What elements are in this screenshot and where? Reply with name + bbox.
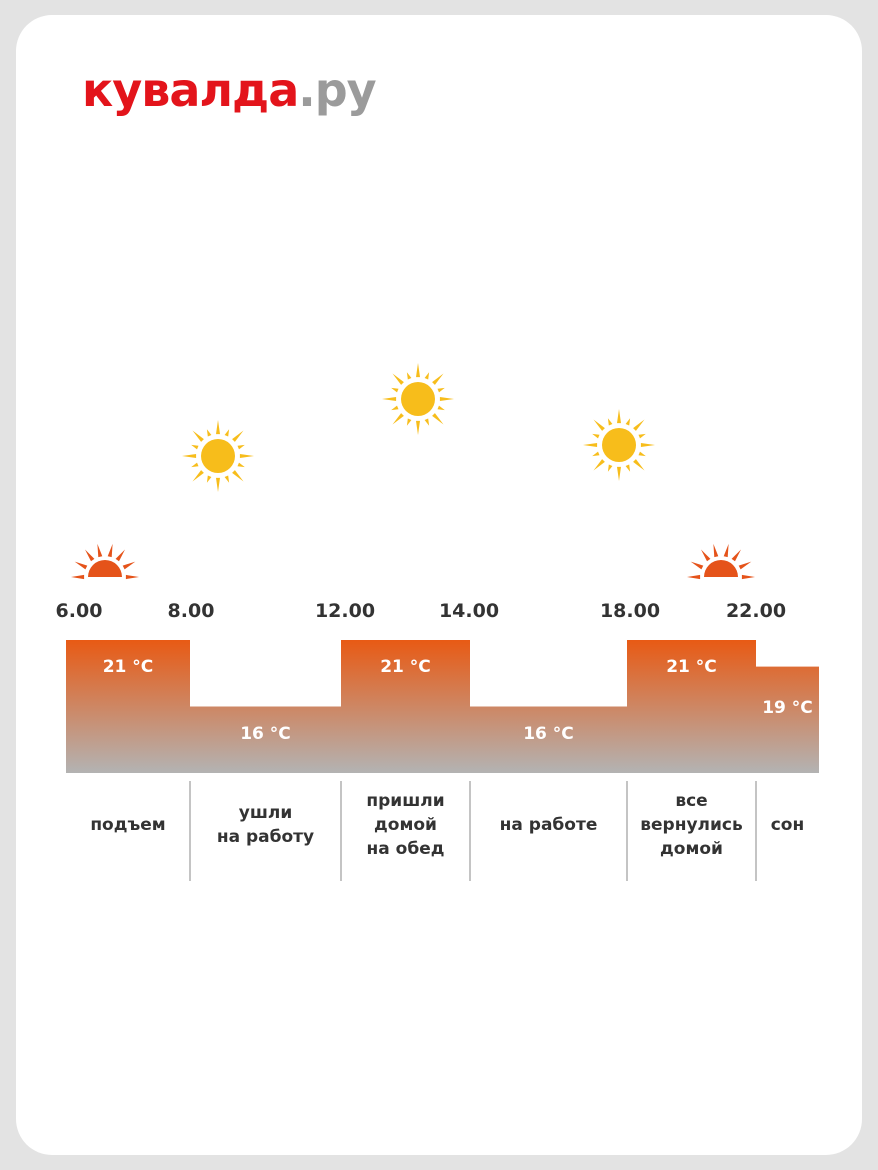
sunset-icon: [687, 544, 755, 579]
hour-label: 14.00: [438, 600, 500, 622]
activity-label: подъем: [90, 815, 166, 835]
time-axis: [56, 600, 787, 622]
activity-label: сон: [770, 815, 805, 835]
temp-label: 21 °C: [666, 657, 717, 677]
activity-label: все вернулись домой: [640, 791, 743, 859]
sun-icon: [182, 420, 254, 492]
hour-label: 12.00: [314, 600, 376, 622]
hour-label: 8.00: [167, 600, 215, 622]
hour-label: 22.00: [725, 600, 787, 622]
logo-suffix: .ру: [298, 63, 376, 117]
activity-label: ушли на работу: [216, 803, 315, 847]
hour-label: 18.00: [599, 600, 661, 622]
temp-label: 19 °C: [762, 698, 813, 718]
sun-icons: [71, 363, 755, 579]
temp-label: 21 °C: [102, 657, 154, 677]
sun-icon: [382, 363, 454, 435]
activity-labels: [90, 791, 804, 859]
sun-icon: [583, 409, 655, 481]
activity-label: на работе: [499, 815, 598, 835]
logo-name: кувалда: [82, 63, 299, 117]
sunrise-icon: [71, 544, 139, 579]
temp-label: 16 °C: [523, 724, 574, 744]
bar-22-24: [756, 667, 819, 773]
hour-label: 6.00: [55, 600, 103, 622]
temp-label: 21 °C: [380, 657, 431, 677]
activity-label: пришли домой на обед: [366, 791, 445, 859]
temp-label: 16 °C: [240, 724, 291, 744]
